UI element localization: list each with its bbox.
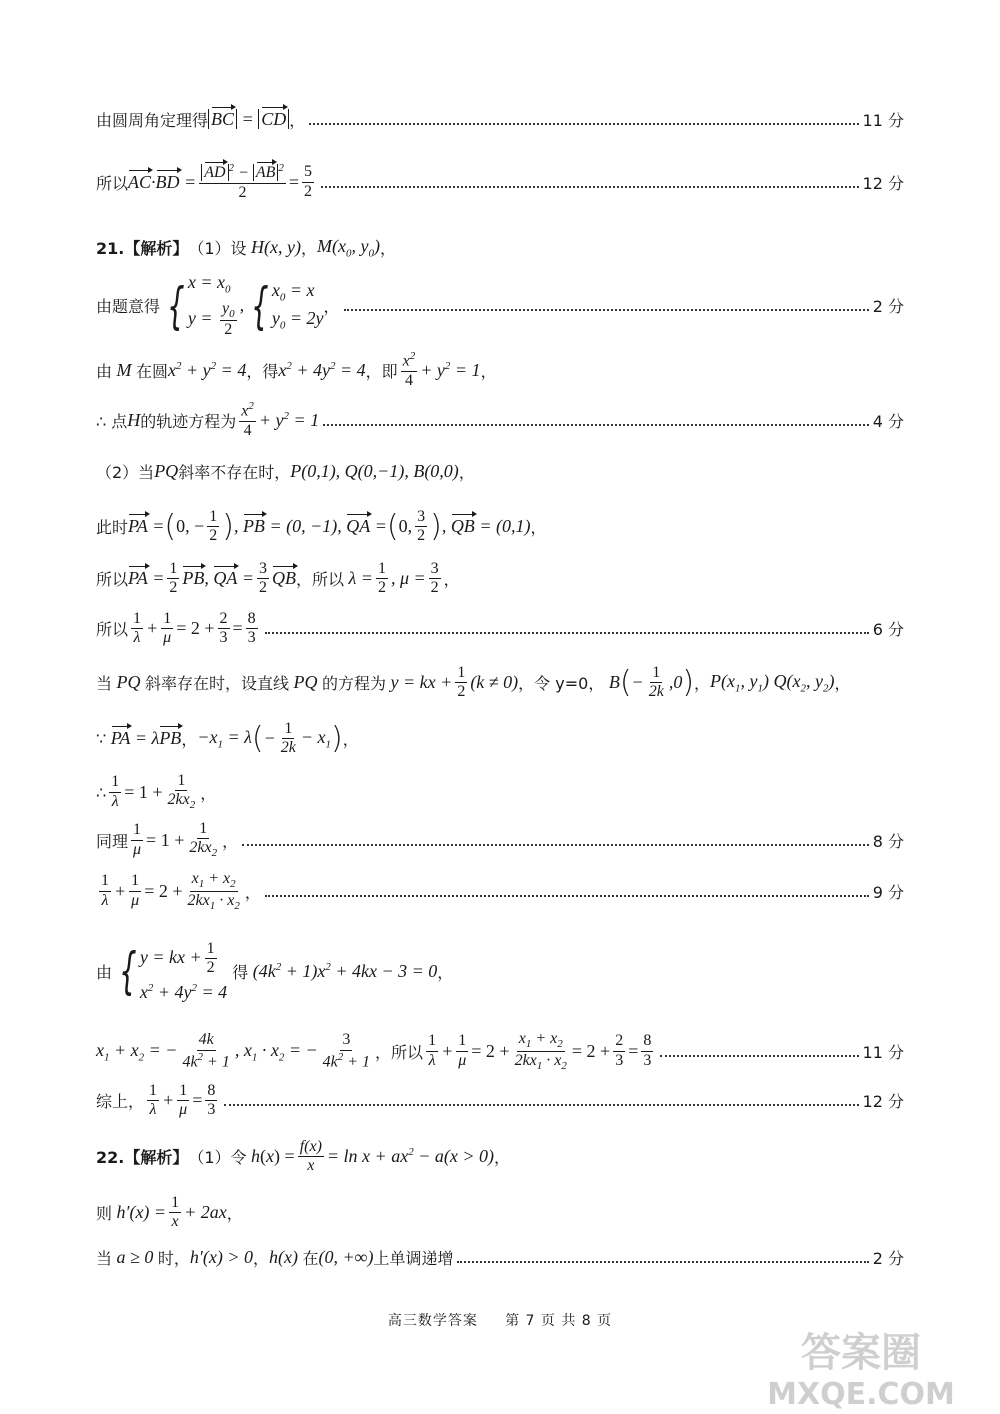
answer-line-derivative: 则 h′(x) = $\frac{1}{x}$ + 2ax ， <box>96 1194 243 1231</box>
answer-line-2: 所以 AC·BD = $\frac{AD ^2 - AB ^2}{2}$ = $\frac{5}{2}$ 12 分 <box>96 162 904 201</box>
dot-leader <box>457 1260 868 1263</box>
text-segment: ∴ <box>96 782 107 802</box>
score: 2 分 <box>872 1249 904 1268</box>
answer-line-similarly: 同理 $\frac{1}{\mu}$ = 1 + $\frac{1}{2kx_2}$ ， 8 分 <box>96 820 904 860</box>
dot-leader <box>660 1054 858 1057</box>
q22-heading: 22.【解析】 （1）令 h ( x ) = $\frac{f(x)}{x}$ = $\ln x + ax^2 - a(x > 0)$ ， <box>96 1138 510 1175</box>
text-segment: 由圆周角定理得 <box>96 111 209 130</box>
score: 2 分 <box>872 297 904 317</box>
dot-leader <box>309 122 858 125</box>
text-segment: 由 <box>96 962 113 982</box>
text-segment: （2）当 <box>96 463 155 482</box>
text-segment: ， <box>380 239 397 259</box>
score: 8 分 <box>872 831 904 851</box>
text-segment: （1）设 <box>188 239 247 259</box>
watermark-logo <box>746 1322 976 1412</box>
text-segment: 所以 <box>96 570 129 590</box>
footer-page-info: 第 7 页 共 8 页 <box>505 1313 613 1329</box>
score: 6 分 <box>872 620 904 640</box>
text-segment: ∵ <box>96 729 107 749</box>
answer-line-because: ∵ PA = λPB ， $-x_1 = \lambda$ ( − $\frac{1}{2k}$ − $x_1$ ) ， <box>96 720 359 757</box>
dot-leader <box>242 843 869 846</box>
footer-subject: 高三数学答案 <box>387 1313 478 1329</box>
answer-line-sum1: 所以 $\frac{1}{\lambda}$ + $\frac{1}{\mu}$ = 2 + $\frac{2}{3}$ = $\frac{8}{3}$ 6 分 <box>96 610 904 647</box>
dot-leader <box>265 894 869 897</box>
text-segment: 综上， <box>96 1092 145 1112</box>
text-segment: 当 <box>96 674 113 694</box>
answer-line-part2: （2）当 PQ 斜率不存在时， P(0,1), Q(0,−1), B(0,0) ， <box>96 461 475 482</box>
text-segment: 则 <box>96 1204 113 1224</box>
text-segment: ，所以 <box>375 1042 424 1062</box>
score: 12 分 <box>862 173 904 193</box>
answer-line-lambda: 所以 PA = $\frac{1}{2}$ PB, QA = $\frac{3}{2}$ QB ，所以 λ = $\frac{1}{2}$ , μ = $\frac{3}{2}$ ， <box>96 560 460 597</box>
text-segment: 得 <box>232 962 249 982</box>
answer-line-vectors: 此时 PA = ( 0, − $\frac{1}{2}$ ) , PB = (0, −1), QA = ( 0, $\frac{3}{2}$ ) , QB = (0,1) ， <box>96 508 547 545</box>
answer-line-from-system: 由 { y = kx + $\frac{1}{2}$ $x^2 + 4y^2 = 4$ 得 $(4k^2 + 1)x^2 + 4kx - 3 = 0$ ， <box>96 940 454 1002</box>
text-segment: ∴ 点 <box>96 411 128 431</box>
score: 11 分 <box>862 111 904 130</box>
text-segment: 当 <box>96 1249 113 1268</box>
text-segment: 斜率不存在时， <box>178 463 291 482</box>
dot-leader <box>323 423 869 426</box>
dot-leader <box>224 1103 858 1106</box>
text-segment: 斜率存在时，设直线 <box>145 674 290 694</box>
dot-leader <box>321 185 859 188</box>
text-segment: 的轨迹方程为 <box>140 411 237 431</box>
text-segment: ，即 <box>365 361 398 381</box>
text-segment: 所以 <box>96 620 129 640</box>
question-number: 21.【解析】 <box>96 239 189 259</box>
answer-line-circle: 由 M 在圆 $x^2 + y^2 = 4$ ，得 $x^2 + 4y^2 = 4$ ，即 $\frac{x^2}{4}$ + $y^2 = 1$ ， <box>96 350 497 389</box>
watermark-line2: MXQE.COM <box>767 1377 955 1412</box>
score: 11 分 <box>862 1042 904 1062</box>
score: 9 分 <box>872 882 904 902</box>
text-segment: 上单调递增 <box>373 1249 454 1268</box>
text-segment: 的方程为 <box>322 674 387 694</box>
text-segment: 同理 <box>96 831 129 851</box>
text-segment: 时， <box>157 1249 190 1268</box>
answer-line-summary: 综上， $\frac{1}{\lambda}$ + $\frac{1}{\mu}$ = $\frac{8}{3}$ 12 分 <box>96 1082 904 1119</box>
answer-line-monotonic: 当 a ≥ 0 时， h′(x) > 0 ， h(x) 在 (0, +∞) 上单调递增 2 分 <box>96 1247 904 1268</box>
text-segment: 此时 <box>96 518 129 538</box>
dot-leader <box>265 631 869 634</box>
answer-line-slope-exists: 当 PQ 斜率存在时，设直线 PQ 的方程为 y = kx + $\frac{1}{2}$ (k ≠ 0) ，令 y=0， B ( − $\frac{1}{2k}$ ,0 ) ， $P(x_1$, $y_1$) $Q(x_2$, $y_2$) ， <box>96 664 851 701</box>
text-segment: 在 <box>302 1249 319 1268</box>
dot-leader <box>344 308 869 311</box>
text-segment: 由 <box>96 361 113 381</box>
question-number: 22.【解析】 <box>96 1148 189 1168</box>
answer-line-therefore: ∴ $\frac{1}{\lambda}$ = 1 + $\frac{1}{2kx_2}$ ， <box>96 772 217 812</box>
score: 12 分 <box>862 1092 904 1112</box>
text-segment: ，所以 <box>296 570 345 590</box>
text-segment: ，令 y=0， <box>518 674 605 694</box>
text-segment: 由题意得 <box>96 297 161 317</box>
answer-line-vieta: $x_1 + x_2$ = − $\frac{4k}{4k^2 + 1}$ , $x_1 \cdot x_2$ = − $\frac{3}{4k^2 + 1}$ ，所以 $\frac{1}{\lambda}$ + $\frac{1}{\mu}$ = 2 + $\frac{x_1 + x_2}{2kx_1 \cdot x_2}$ = 2 + $\frac{2}{3}$ = $\frac{8}{3}$ 11 分 <box>96 1030 904 1073</box>
text-segment: 所以 <box>96 173 129 193</box>
text-segment: 在圆 <box>136 361 169 381</box>
answer-line-locus: ∴ 点 H 的轨迹方程为 $\frac{x^2}{4}$ + $y^2 = 1$ 4 分 <box>96 400 904 439</box>
watermark-line1: 答案圈 <box>801 1330 921 1376</box>
score: 4 分 <box>872 411 904 431</box>
text-segment: （1）令 <box>188 1148 247 1168</box>
answer-line-1: 由圆周角定理得 BC = CD ， 11 分 <box>96 109 904 130</box>
answer-line-system: 由题意得 { $x = x_0$ y = $\frac{y_0}{2}$ , { $x_0 = x$ $y_0 = 2y$ ， 2 分 <box>96 272 904 339</box>
q21-heading: 21.【解析】 （1）设 H(x, y) ， $M(x_0$, $y_0$) ， <box>96 236 397 260</box>
text-segment: ，得 <box>246 361 279 381</box>
answer-line-sum2: $\frac{1}{\lambda}$ + $\frac{1}{\mu}$ = 2 + $\frac{x_1 + x_2}{2kx_1 \cdot x_2}$ ， 9 分 <box>101 870 904 913</box>
